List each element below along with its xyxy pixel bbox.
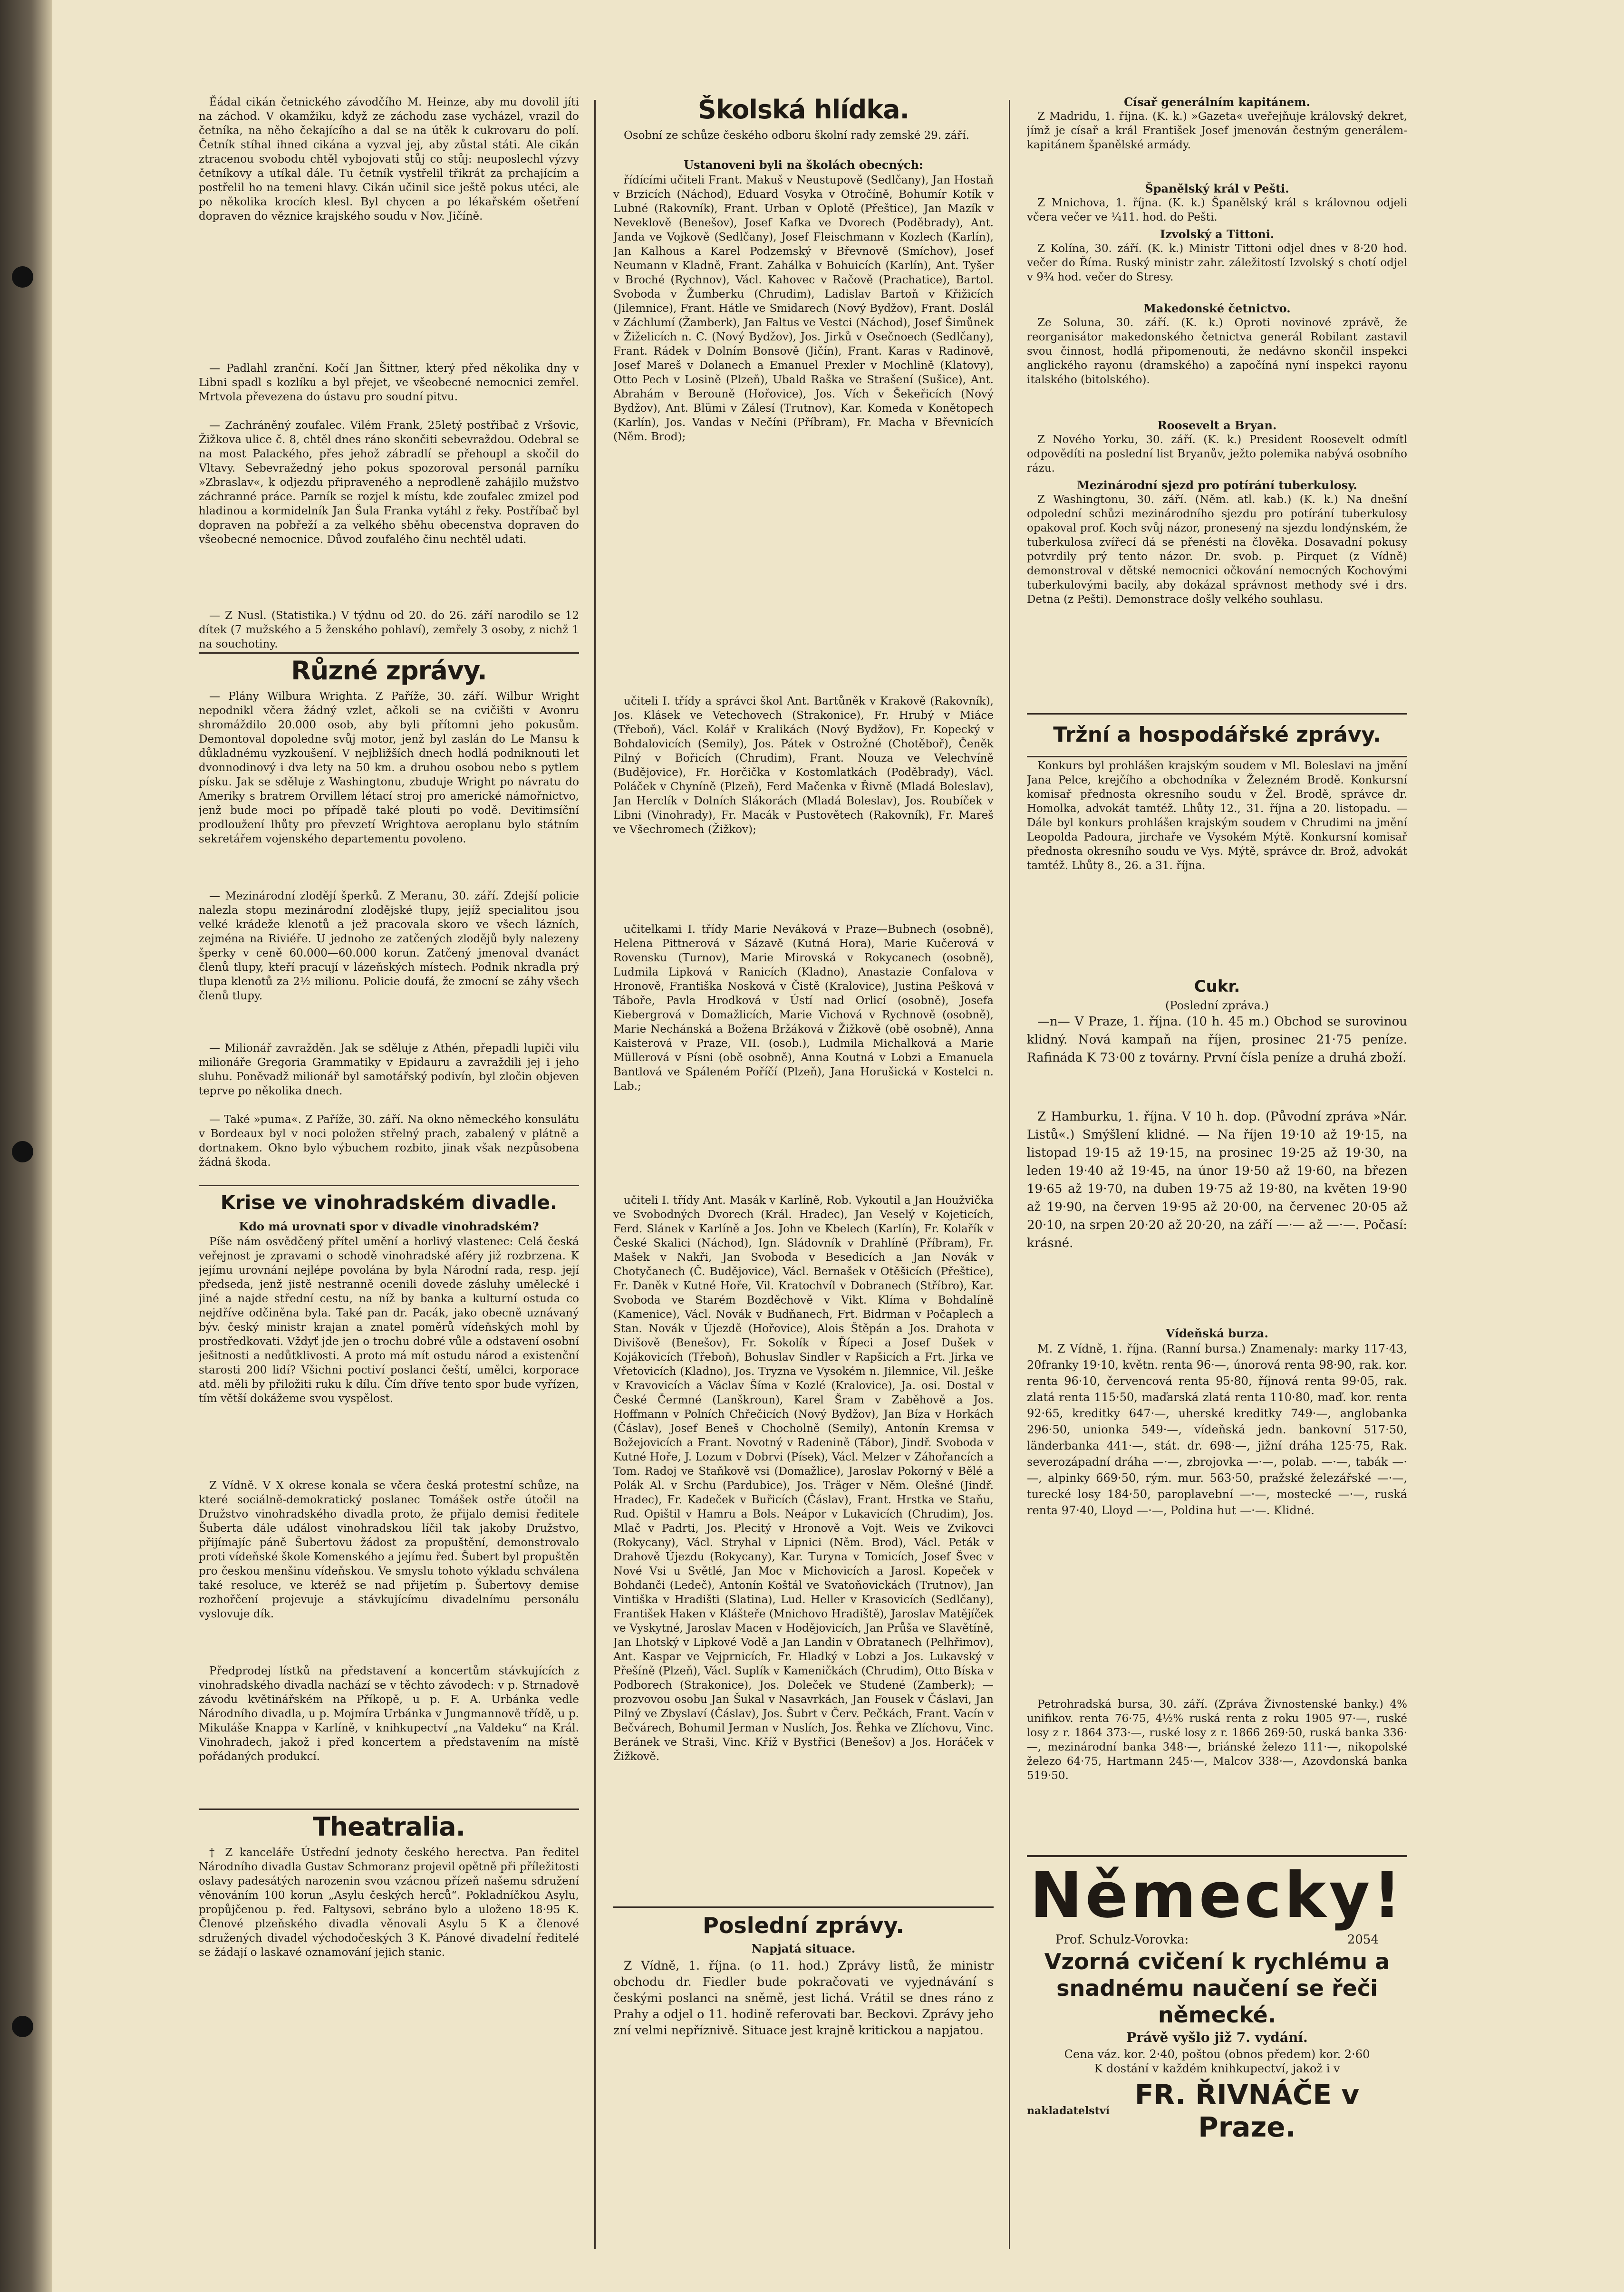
article-milionar [199, 1041, 579, 1112]
article-izvolsky [1027, 242, 1407, 300]
article-text: Z Mnichova, 1. října. (K. k.) Španělský král s královnou odjeli včera večer ve ¼11. hod. do Pešti. [1027, 197, 1407, 223]
section-subtitle: Kdo má urovnati spor v divadle vinohradském? [239, 1219, 539, 1233]
section-title: Theatralia. [312, 1812, 465, 1842]
ad-publisher-row [1027, 2079, 1407, 2143]
article-posledni [613, 1958, 994, 2091]
article-text: — Také »puma«. Z Paříže, 30. září. Na okno německého konsulátu v Bordeaux byl v noci položen střelný prach, zabalený v plátně a dortnakem. Okno bylo výbuchem rozbito, jinak však nezpůsobena žádná škoda. [199, 1113, 579, 1169]
ad-price: Cena váz. kor. 2·40, poštou (obnos předem) kor. 2·60 [1064, 2048, 1370, 2061]
article-petrohrad [1027, 1697, 1407, 1854]
section-krise [199, 1189, 579, 1219]
article-merano [199, 889, 579, 1041]
section-title: Školská hlídka. [697, 95, 909, 125]
section-title: Tržní a hospodářské zprávy. [1053, 723, 1381, 747]
article-text: učiteli I. třídy Ant. Masák v Karlíně, Rob. Vykoutil a Jan Houžvička ve Svobodných Dvorech (Král. Hradec), Jan Veselý v Kojeticích, Ferd. Slánek v Karlíně a Jos. John ve Kbelech (Karlín), Fr. Kolařík v České Skalici (Náchod), Ign. Sládovník v Drahlíně (Příbram), Fr. Mašek v Nakři, Jan Svoboda v Besedicích a Jan Novák v Chotyčanech (Č. Budějovice), Václ. Bernašek v Otěšicích (Přeštice), Fr. Daněk v Kutné Hoře, Vil. Kratochvíl v Dobranech (Stříbro), Kar. Svoboda ve Starém Bozděchově v Vikt. Klíma v Bohdalíně (Kamenice), Václ. Novák v Budňanech, Frt. Bidrman v Počaplech a Stan. Novák v Újezdě (Hořovice), Alois Štěpán a Jos. Drahota v Divišově (Benešov), Fr. Sokolík v Řípeci a Josef Dušek v Kojákovicích (Třeboň), Bohuslav Sindler v Rapšicích a Frt. Jirka ve Vřetovicích (Kladno), Jos. Tryzna ve Vysokém n. Jilemnice, Vil. Ješke v Kravovicích a Václav Šíma v Kozlé (Kralovice), Ja. osi. Dostal v České Čermné (Lanškroun), Karel Šram v Zaběhově a Jos. Hoffmann v Polních Chřečicích (Nový Bydžov), Jan Bíza v Horkách (Čáslav), Josef Beneš v Chocholně (Semily), Antonín Kremsa v Božejovicích a Frant. Novotný v Radenině (Tábor), Jindř. Svoboda v Kutné Hoře, J. Lozum v Dobrvi (Písek), Václ. Melzer v Záhořancích a Tom. Radoj ve Staňkově vsi (Domažlice), Jaroslav Pokorný v Bělé a Polák Al. v Srchu (Pardubice), Jos. Träger v Něm. Olešné (Jindř. Hradec), Fr. Kadeček v Buřicích (Čáslav), Frant. Hrstka ve Staňu, Rud. Opištil v Hamru a Bols. Neápor v Lukavicích (Chrudim), Jos. Mlač v Padrti, Jos. Plecitý v Hronově a Vojt. Weis ve Zvikovci (Rokycany), Václ. Stryhal v Lipnici (Něm. Brod), Václ. Peták v Drahově Újezdu (Rokycany), Kar. Turyna v Tomicích, Josef Švec v Nové Vsi u Světlé, Jan Moc v Michovicích a Jarosl. Kopeček v Bohdanči (Ledeč), Antonín Koštál ve Svatoňovickách (Trutnov), Jan Vintiška v Hradišti (Slatina), Lud. Heller v Krasovicích (Sedlčany), František Haken v Klášteře (Mnichovo Hradiště), Jaroslav Matějíček ve Vyskytné, Jaroslav Macen v Hodějovicích, Jan Průša ve Slavětíně, Jan Lhotský v Lipkové Vodě a Jan Landin v Obratanech (Pelhřimov), Ant. Kaspar ve Vejprnicích, Fr. Hladký v Lobzi a Jos. Lukavský v Přešíně (Plzeň), Václ. Suplík v Kameničkách (Chrudim), Otto Bíska v Podborech (Strakonice), Jos. Doleček ve Studené (Zamberk); — prozvovou osobu Jan Šukal v Nasavrkách, Jan Fousek v Čáslavi, Jan Pilný ve Zbyslaví (Čáslav), Jos. Šubrt v Červ. Pečkách, Frant. Vacín v Bečvárech, Bohumil Jerman v Nuslích, Jos. Řehka ve Zlíchovu, Vinc. Beránek ve Straši, Vinc. Kříž v Bystřici (Benešov) a Jos. Horáček v Žižkově. [613, 1194, 994, 1763]
section-subtitle: Mezinárodní sjezd pro potírání tuberkulosy. [1077, 478, 1357, 492]
article-sjezd [1027, 493, 1407, 706]
section-subtitle: Makedonské četnictvo. [1143, 301, 1291, 315]
section-divider [1027, 756, 1407, 757]
article-roosevelt [1027, 433, 1407, 477]
ad-headline: Německy! [1030, 1860, 1404, 1932]
article-text: řídícími učiteli Frant. Makuš v Neustupově (Sedlčany), Jan Hostaň v Brzicích (Náchod), Eduard Vosyka v Otročíně, Bohumír Kotík v Lubné (Rakovník), Frant. Urban v Oplotě (Přeštice), Jan Mazík v Neveklově (Benešov), Josef Kafka ve Dvorech (Poděbrady), Ant. Janda ve Vojkově (Sedlčany), Josef Fleischmann v Kozlech (Karlín), Jan Kalhous a Karel Podzemský v Břevnově (Smíchov), Josef Neumann v Kladně, Frant. Zahálka v Bohuicích (Karlín), Ant. Tyšer v Broché (Rychnov), Václ. Kahovec v Račově (Prachatice), Bartol. Svoboda v Žumberku (Chrudim), Ladislav Bartoň v Křižicích (Jilemnice), Frant. Hátle ve Smidarech (Nový Bydžov), Frant. Doslál v Záchlumí (Žamberk), Jan Faltus ve Vestci (Náchod), Josef Šimůnek v Žiželicích n. C. (Nový Bydžov), Jos. Jirků v Osečnoech (Sedlčany), Frant. Rádek v Dolním Bonsově (Jičín), Frant. Karas v Radinově, Josef Mareš v Dolanech a Emanuel Prexler v Mochlině (Klatovy), Otto Pech v Losině (Plzeň), Ubald Raška ve Strašení (Sušice), Ant. Abrahám v Berouně (Hořovice), Jos. Vích v Šekeřicích (Nový Bydžov), Ant. Blümi v Zálesí (Trutnov), Kar. Komeda v Konětopech (Karlín), Jos. Vandas v Nečíni (Příbram), Fr. Macha v Břevnicích (Něm. Brod); [613, 174, 994, 443]
section-theatralia [199, 1812, 579, 1846]
posledni-subtitle [613, 1942, 994, 1958]
article-text: M. Z Vídně, 1. října. (Ranní bursa.) Znamenaly: marky 117·43, 20franky 19·10, květn. renta 96·—, únorová renta 98·90, rak. kor. renta 96·10, červencová renta 95·80, říjnová renta 99·05, rak. zlatá renta 115·50, maďarská zlatá renta 110·80, maď. kor. renta 92·65, kreditky 647·—, uherské kreditky 749·—, anglobanka 296·50, unionka 549·—, vídeňská jedn. bankovní 517·50, länderbanka 441·—, stát. dr. 698·—, jižní dráha 125·75, Rak. severozápadní dráha —·—, zbrojovka —·—, polab. —·—, tabák —·—, alpinky 669·50, rým. mur. 563·50, pražské železářské —·—, turecké losy 184·50, paroplavební —·—, mostecké —·—, ruská renta 97·40, Lloyd —·—, Poldina hut —·—. Klidné. [1027, 1342, 1407, 1517]
binding-hole [12, 1141, 33, 1162]
section-divider [199, 1185, 579, 1186]
article-text: Ze Soluna, 30. září. (K. k.) Oproti novinové zprávě, že reorganisátor makedonského četnictva generál Robilant zastavil svou činnost, hodlá připomenouti, že nedávno skončil inspekci anglického rayonu (dramského) a započíná nyní inspekci rayonu italského (bitolského). [1027, 317, 1407, 386]
section-subtitle: Vídeňská burza. [1166, 1326, 1268, 1340]
article-text: — Zachráněný zoufalec. Vilém Frank, 25letý postřibač z Vršovic, Žižkova ulice č. 8, chtěl dnes ráno skončiti sebevraždou. Odebral se na most Palackého, přes jehož zábradlí se přehoupl a skočil do Vltavy. Sebevražedný jeho pokus spozoroval personál parníku »Zbraslav«, k odjezdu připraveného a neprodleně zahájilo mužstvo záchranné práce. Parník se rozjel k místu, kde zoufalec zmizel pod hladinou a kormidelník Jan Šula Franka vytáhl z řeky. Postříbač byl dopraven na pobřeží a za velkého sběhu obecenstva dopraven do všeobecné nemocnice. Důvod zoufalého činu nechtěl udati. [199, 419, 579, 546]
article-padl [199, 361, 579, 418]
column-rule [1009, 100, 1010, 2249]
column-1 [199, 95, 579, 2263]
binding-strip [0, 0, 52, 2292]
article-puma [199, 1112, 579, 1184]
column-2 [613, 95, 994, 2263]
advertisement [1027, 1860, 1407, 2263]
section-subtitle: Napjatá situace. [751, 1942, 856, 1955]
ad-author: Prof. Schulz-Vorovka: [1055, 1933, 1189, 1947]
article-text: Z Vídně, 1. října. (o 11. hod.) Zprávy listů, že ministr obchodu dr. Fiedler bude pokračovati ve vyjednávání s českými poslanci na sněmě, jest lichá. Vrátil se dnes ráno z Prahy a odjel o 11. hodině referovati bar. Beckovi. Zprávy jeho zní velmi nepříznivě. Situace jest krajně kritickou a napjatou. [613, 1959, 994, 2037]
section-title: Cukr. [1194, 977, 1240, 996]
article-cikan [199, 95, 579, 361]
cisar-heading [1027, 95, 1407, 109]
section-subtitle: (Poslední zpráva.) [1165, 999, 1269, 1012]
article-theatralia [199, 1846, 579, 2083]
section-trzni [1027, 717, 1407, 755]
skolska-list-4 [613, 1193, 994, 1904]
roosevelt-heading [1027, 418, 1407, 433]
binding-hole [12, 2016, 33, 2037]
ad-edition: Právě vyšlo již 7. vydání. [1126, 2030, 1308, 2045]
article-text: — Mezinárodní zlodějí šperků. Z Meranu, 30. září. Zdejší policie nalezla stopu mezinárodní zlodějské tlupy, jejíž specialitou jsou velké krádeže klenotů a jež pracovala skoro ve všech lázních, zejména na Riviéře. U jednoho ze zatčených zlodějů byly nalezeny šperky v ceně 60.000—60.000 korun. Zatčený jmenoval dvanáct členů tlupy, kteří pracují v lázeňských místech. Podnik nkradla prý tlupa klenotů za 2½ milionu. Policie doufá, že zmocní se záhy všech členů tlupy. [199, 890, 579, 1002]
krise-subtitle [199, 1219, 579, 1235]
article-krise [199, 1235, 579, 1479]
ad-author-row [1027, 1931, 1407, 1948]
article-makedon [1027, 316, 1407, 417]
article-text: Z Nového Yorku, 30. září. (K. k.) President Roosevelt odmítl odpovědíti na poslední list Bryanův, ježto polemika nabývá osobního rázu. [1027, 434, 1407, 474]
section-skolska [613, 95, 994, 128]
izvolsky-heading [1027, 227, 1407, 242]
article-text: Petrohradská bursa, 30. září. (Zpráva Živnostenské banky.) 4% unifikov. renta 76·75, 4½% ruská renta z roku 1905 97·—, ruské losy z r. 1864 373·—, ruské losy z r. 1866 269·50, ruská banka 336·—, mezinárodní banka 348·—, briánské železo 111·—, nikopolské železo 64·75, Hartmann 245·—, Malcov 338·—, Azovdonská banka 519·50. [1027, 1698, 1407, 1782]
ad-divider [1027, 1855, 1407, 1857]
article-text: Z Hamburku, 1. října. V 10 h. dop. (Původní zpráva »Nár. Listů«.) Smýšlení klidné. — Na říjen 19·10 až 19·15, na listopad 19·15 až 19·15, na prosinec 19·25 až 19·30, na leden 19·40 až 19·45, na únor 19·50 až 19·60, na březen 19·65 až 19·70, na duben 19·75 až 19·80, na květen 19·90 až 19·90, na červen 19·95 až 20·00, na červenec 20·05 až 20·10, na srpen 20·20 až 20·20, na září —·— až —·—. Počasí: krásné. [1027, 1110, 1407, 1250]
section-divider [199, 652, 579, 654]
article-text: Z Madridu, 1. října. (K. k.) »Gazeta« uveřejňuje královský dekret, jímž je císař a král František Josef jmenován čestným generálem-kapitánem španělské armády. [1027, 110, 1407, 151]
article-text: Z Washingtonu, 30. září. (Něm. atl. kab.) (K. k.) Na dnešní odpolední schůzi mezinárodního sjezdu pro potírání tuberkulosy opakoval prof. Koch svůj názor, pronesený na sjezdu londýnském, že tuberkulosa zvířecí dá se přenésti na člověka. Dosavadní pokusy potvrdily prý tento názor. Dr. svob. p. Pirquet (z Vídně) demonstroval v dětské nemocnici očkování nemocných Kochovými tuberkulovými bacily, aby dokázal správnost methody své i drs. Detna (z Pešti). Demonstrace došly velkého souhlasu. [1027, 493, 1407, 606]
burza-heading [1027, 1326, 1407, 1341]
column-rule [594, 100, 596, 2249]
article-text: Předprodej lístků na představení a koncertům stávkujících z vinohradského divadla nachází se v těchto závodech: v p. Strnadově závodu květinářském na Příkopě, u p. F. A. Urbánka vedle Národního divadla, u p. Mojmíra Urbánka v Jungmannově třídě, u p. Mikuláše Knappa v Karlíně, v knihkupectví „na Valdeku“ na Král. Vinohradech, jakož i před koncertem a představením na místě pořádaných produkcí. [199, 1665, 579, 1763]
article-cukr [1027, 1013, 1407, 1108]
spanel-heading [1027, 182, 1407, 196]
article-spanel [1027, 196, 1407, 226]
article-text: Konkurs byl prohlášen krajským soudem v Ml. Boleslavi na jmění Jana Pelce, krejčího a obchodníka v Železném Brodě. Konkursní komisař přednosta okresního soudu v Žel. Brodě, správce dr. Homolka, advokát tamtéž. Lhůty 12., 31. října a 20. listopadu. — Dále byl konkurs prohlášen krajským soudem v Chrudimi na jmění Leopolda Padoura, jirchaře ve Vysokém Mýtě. Konkursní komisař přednosta okresního soudu ve Vys. Mýtě, správce dr. Brož, advokát tamtéž. Lhůty 8., 26. a 31. října. [1027, 760, 1407, 872]
section-subtitle: Císař generálním kapitánem. [1124, 95, 1310, 109]
article-text: † Z kanceláře Ústřední jednoty českého herectva. Pan ředitel Národního divadla Gustav Schmoranz projevil opětně při příležitosti oslavy padesátých narozenin svou vzácnou přízeň našemu sdružení věnováním 100 korun „Asylu českých herců“. Pokladníčkou Asylu, propůjčenou p. řed. Faltysovi, sebráno bylo a uloženo 18·95 K. Členové plzeňského divadla věnovali Asylu 5 K a členové sdružených divadel východočeských 3 K. Pánové divadelní ředitelé se žádají o laskavé oznamování jejich stanic. [199, 1847, 579, 1959]
skolska-list-1 [613, 173, 994, 694]
ad-number: 2054 [1347, 1933, 1379, 1947]
article-text: Z Vídně. V X okrese konala se včera česká protestní schůze, na které sociálně-demokratický poslanec Tomášek ostře útočil na Družstvo vinohradského divadla proto, že přijalo demisi ředitele Šuberta dále událost vinohradskou líčil tak jakoby Družstvo, přijímajíc páně Šubertovu žádost za propuštění, demonstrovalo proti vídeňské škole Komenského a jejímu řed. Šubert byl propuštěn pro českou menšinu vídeňskou. Ve smyslu tohoto výkladu schválena také resoluce, ve kteréž se nad přijetím p. Šubertovy demise rozhořčení projevuje a stávkujícímu divadelnímu personálu vyslovuje dík. [199, 1480, 579, 1620]
section-subtitle: Španělský král v Pešti. [1145, 182, 1289, 195]
ad-availability: K dostání v každém knihkupectví, jakož i v [1094, 2062, 1340, 2075]
article-text: — Padlahl zranční. Kočí Jan Šittner, který před několika dny v Libni spadl s kozlíku a byl přejet, ve všeobecné nemocnici zemřel. Mrtvola převezena do ústavu pro soudní pitvu. [199, 362, 579, 403]
article-text: Ěádal cikán četnického závodčího M. Heinze, aby mu dovolil jíti na záchod. V okamžiku, když ze záchodu zase vycházel, vrazil do četníka, na něho čekajícího a dal se na útěk k cukrovaru do polí. Četník stíhal ihned cikána a vyzval jej, aby zůstal státi. Ale cikán ztracenou svobodu chtěl vybojovati stůj co stůj: neuposlechl výzvy četníkovy a utíkal dále. Tu četník vystřelil třikrát za prchajícím a postřelil ho na temeni hlavy. Cikán učinil sice ještě pokus utéci, ale po několika krocích klesl. Byl chycen a po lékařském ošetření dopraven do věznice krajského soudu v Nov. Jičíně. [199, 96, 579, 222]
section-subtitle: Izvolský a Tittoni. [1160, 227, 1275, 241]
cukr-heading [1027, 975, 1407, 998]
section-title: Různé zprávy. [291, 656, 487, 686]
article-burza [1027, 1341, 1407, 1692]
skolska-intro [613, 128, 994, 158]
section-title: Poslední zprávy. [703, 1913, 904, 1938]
makedon-heading [1027, 301, 1407, 316]
skolska-list-3 [613, 922, 994, 1193]
ad-nakl-label: nakladatelství [1027, 2105, 1110, 2117]
article-text: Osobní ze schůze českého odboru školní rady zemské 29. září. [624, 129, 969, 142]
article-text: učitelkami I. třídy Marie Neváková v Praze—Bubnech (osobně), Helena Pittnerová v Sázavě (Kutná Hora), Marie Kučerová v Rovensku (Turnov), Marie Mirovská v Rokycanech (osobně), Ludmila Lipková v Ranicích (Kladno), Anastazie Confalova v Hronově, Františka Nosková v Čistě (Kralovice), Justina Pešková v Táboře, Pavla Hrodková v Ústí nad Orlicí (osobně), Josefa Kiebergrová v Domažlicích, Marie Vichová v Rychnově (osobně), Marie Nechánská a Božena Bržáková v Žižkově (obě osobně), Anna Kaisterová v Praze, VII. (osob.), Ludmila Michalková a Marie Müllerová v Písni (obě osobně), Anna Koutná v Lobzi a Emanuela Bantlová ve Spáleném Poříčí (Plzeň), Jana Horušická v Kostelci n. Lab.; [613, 923, 994, 1093]
article-zachraneny [199, 418, 579, 609]
section-ruzne [199, 656, 579, 689]
cukr-subtitle [1027, 998, 1407, 1013]
section-divider [613, 1906, 994, 1908]
article-trzni [1027, 759, 1407, 973]
section-posledni [613, 1910, 994, 1942]
article-text: —n— V Praze, 1. října. (10 h. 45 m.) Obchod se surovinou klidný. Nová kampaň na říjen, prosinec 21·75 peníze. Rafináda K 73·00 z továrny. První čísla peníze a druhá zboží. [1027, 1015, 1407, 1065]
section-subtitle: Roosevelt a Bryan. [1157, 418, 1277, 432]
article-nusle [199, 609, 579, 651]
section-title: Krise ve vinohradském divadle. [220, 1192, 558, 1214]
section-divider [1027, 713, 1407, 715]
article-predprodej [199, 1664, 579, 1807]
binding-hole [12, 266, 33, 288]
article-text: — Plány Wilbura Wrighta. Z Paříže, 30. září. Wilbur Wright nepodnikl včera žádný vzlet, ačkoli se na cvičišti v Avonru shromáždilo 20.000 osob, aby byli přítomni jeho pokusům. Demontoval dopoledne svůj motor, jenž byl zaslán do Le Mansu k důkladnému vyzkoušení. V nejbližších dnech hodlá podniknouti let dvonnodinový i dva lety na 50 km. a druhou osobou nebo s pytlem písku. Jak se sděluje z Washingtonu, zbuduje Wright po návratu do Ameriky s bratrem Orvillem létací stroj pro americké námořnictvo, jenž bude moci po případě také plouti po vodě. Devitimsíční prodloužení lhůty pro převzetí Wrightova aeroplanu bylo státním sekretářem vojenského departementu povoleno. [199, 690, 579, 845]
article-text: Píše nám osvědčený přítel umění a horlivý vlastenec: Celá česká veřejnost je zpravami o schodě vinohradské aféry již rozbrzena. K jejímu urovnání nejlépe povolána by byla Národní rada, resp. její předseda, jenž jistě nestranně ocenili dovede zásluhy umělecké i jiné a najde střední cestu, na níž by banka a kulturní ostuda co nejdříve odčiněna byla. Také pan dr. Pacák, jako obecně uznávaný býv. český ministr krajan a znatel poměrů vídeňských mohl by prostředkovati. Vždyť jde jen o trochu dobré vůle a odstavení osobní ješitnosti a nedůtklivosti. A proto má mít ostudu národ a existenční starosti 200 lidí? Všichni poctiví poslanci čeští, umělci, korporace atd. měli by přiložiti ruku k dílu. Čím dříve tento spor bude vyřízen, tím větší dokážeme svou vyspělost. [199, 1236, 579, 1405]
section-subtitle: Ustanoveni byli na školách obecných: [684, 158, 923, 172]
article-text: — Z Nusl. (Statistika.) V týdnu od 20. do 26. září narodilo se 12 dítek (7 mužského a 5 ženského pohlaví), zemřely 3 osoby, z nichž 1 na souchotiny. [199, 609, 579, 650]
skolska-list-2 [613, 694, 994, 922]
article-text: — Milionář zavražděn. Jak se sděluje z Athén, přepadli lupiči vilu milionáře Gregoria Grammatiky v Epidauru a zavraždili jej i jeho sluhu. Poněvadž milionář byl samotářský podivín, byl zločin objeven teprve po několika dnech. [199, 1042, 579, 1097]
article-wright [199, 689, 579, 889]
article-text: Z Kolína, 30. září. (K. k.) Ministr Tittoni odjel dnes v 8·20 hod. večer do Říma. Ruský ministr zahr. záležitostí Izvolský s chotí odjel v 9¾ hod. večer do Stresy. [1027, 242, 1407, 283]
skolska-ustanoveni [613, 158, 994, 173]
column-3 [1027, 95, 1407, 2263]
article-hamburk [1027, 1108, 1407, 1322]
ad-publisher: FR. ŘIVNÁČE v Praze. [1134, 2079, 1360, 2143]
article-text: učiteli I. třídy a správci škol Ant. Bartůněk v Krakově (Rakovník), Jos. Klásek ve Vetechovech (Strakonice), Fr. Hrubý v Miáce (Třeboň), Václ. Kolář v Kralikách (Nový Bydžov), Fr. Kopecký v Bohdalovicích (Semily), Jos. Pátek v Ostrožné (Chotěboř), Čeněk Pilný v Bořicích (Chrudim), Frant. Nouza ve Velechvíně (Budějovice), Fr. Horčička v Kostomlatkách (Poděbrady), Václ. Poláček v Chyníně (Plzeň), Ferd Mačenka v Řivně (Mladá Boleslav), Jan Herclík v Dolních Slákorách (Mladá Boleslav), Jos. Roubíček v Libni (Vinohrady), Fr. Macák v Pustovětech (Rakovník), Fr. Mareš ve Všechromech (Žižkov); [613, 695, 994, 836]
article-krise-vieden [199, 1479, 579, 1664]
article-cisar [1027, 109, 1407, 181]
section-divider [199, 1808, 579, 1810]
sjezd-heading [1027, 478, 1407, 493]
ad-title: Vzorná cvičení k rychlému a snadnému naučení se řeči německé. [1044, 1949, 1390, 2028]
